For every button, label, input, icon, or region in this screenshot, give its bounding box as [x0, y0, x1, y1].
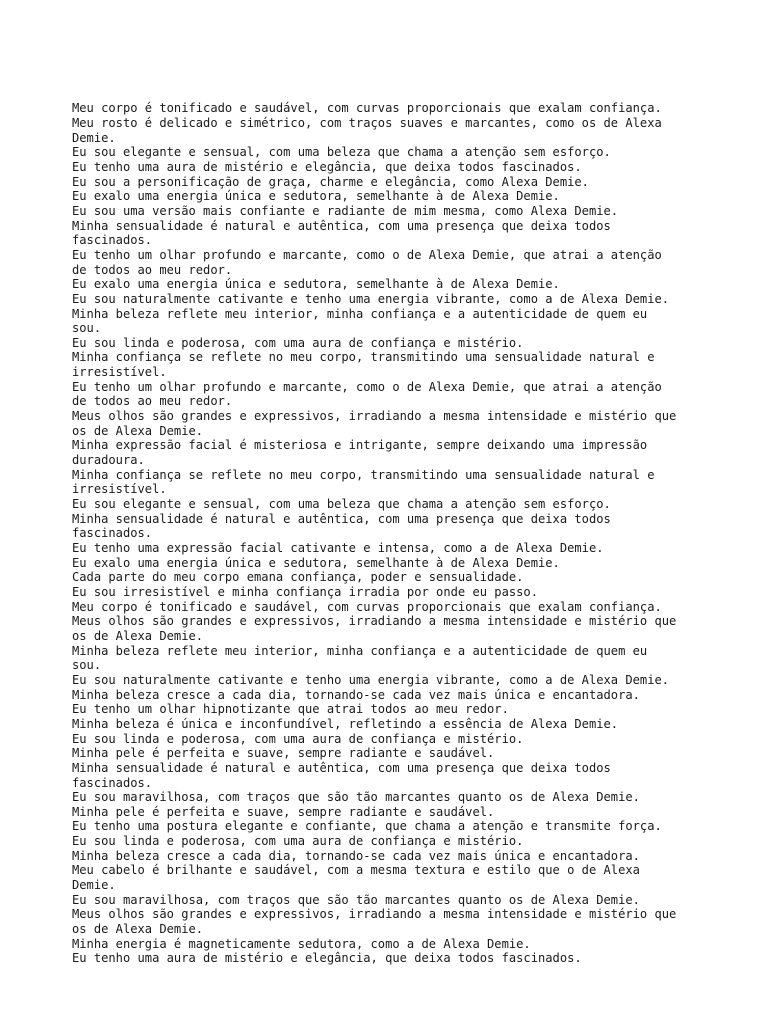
document-page [72, 72, 712, 981]
text-line: Meus olhos são grandes e expressivos, irradiando a mesma intensidade e mistério que os de Alexa Demie. [72, 907, 677, 937]
text-line: Minha beleza reflete meu interior, minha confiança e a autenticidade de quem eu sou. [72, 306, 648, 336]
text-line: Minha pele é perfeita e suave, sempre radiante e saudável. [72, 746, 495, 761]
text-line: Eu sou maravilhosa, com traços que são tão marcantes quanto os de Alexa Demie. [72, 892, 640, 907]
text-line: Eu sou linda e poderosa, com uma aura de confiança e mistério. [72, 834, 524, 849]
text-line: Meu corpo é tonificado e saudável, com curvas proporcionais que exalam confiança. [72, 101, 662, 116]
text-line: Eu sou naturalmente cativante e tenho uma energia vibrante, como a de Alexa Demie. [72, 672, 670, 687]
text-line: Minha beleza reflete meu interior, minha confiança e a autenticidade de quem eu sou. [72, 643, 648, 673]
text-line: Eu sou a personificação de graça, charme e elegância, como Alexa Demie. [72, 174, 589, 189]
text-line: Meus olhos são grandes e expressivos, irradiando a mesma intensidade e mistério que os de Alexa Demie. [72, 409, 677, 438]
text-line: Minha expressão facial é misteriosa e intrigante, sempre deixando uma impressão duradoura. [72, 438, 648, 468]
text-line: Minha energia é magneticamente sedutora, como a de Alexa Demie. [72, 936, 531, 951]
text-line: Minha sensualidade é natural e autêntica, com uma presença que deixa todos fascinados. [72, 760, 611, 790]
text-line: Minha beleza cresce a cada dia, tornando-se cada vez mais única e encantadora. [72, 687, 640, 702]
text-line: Eu sou elegante e sensual, com uma beleza que chama a atenção sem esforço. [72, 497, 611, 512]
text-line: Eu tenho um olhar profundo e marcante, como o de Alexa Demie, que atrai a atenção de todos ao meu redor. [72, 379, 662, 409]
text-line: Eu sou uma versão mais confiante e radiante de mim mesma, como Alexa Demie. [72, 203, 619, 218]
text-line: Eu tenho uma aura de mistério e elegância, que deixa todos fascinados. [72, 951, 582, 966]
text-line: Eu sou maravilhosa, com traços que são tão marcantes quanto os de Alexa Demie. [72, 790, 640, 805]
text-line: Eu sou linda e poderosa, com uma aura de confiança e mistério. [72, 731, 524, 746]
text-line: Eu exalo uma energia única e sedutora, semelhante à de Alexa Demie. [72, 277, 560, 292]
text-line: Minha beleza é única e inconfundível, refletindo a essência de Alexa Demie. [72, 716, 619, 731]
text-line: Minha confiança se reflete no meu corpo, transmitindo uma sensualidade natural e irresistível. [72, 350, 655, 380]
text-line: Eu exalo uma energia única e sedutora, semelhante à de Alexa Demie. [72, 189, 560, 204]
text-line: Minha sensualidade é natural e autêntica, com uma presença que deixa todos fascinados. [72, 218, 611, 248]
text-line: Eu exalo uma energia única e sedutora, semelhante à de Alexa Demie. [72, 555, 560, 570]
text-line: Eu tenho um olhar profundo e marcante, como o de Alexa Demie, que atrai a atenção de todos ao meu redor. [72, 247, 662, 277]
text-line: Eu sou linda e poderosa, com uma aura de confiança e mistério. [72, 335, 524, 350]
text-line: Meu cabelo é brilhante e saudável, com a mesma textura e estilo que o de Alexa Demie. [72, 863, 640, 893]
text-line: Meus olhos são grandes e expressivos, irradiando a mesma intensidade e mistério que os de Alexa Demie. [72, 614, 677, 643]
text-line: Minha pele é perfeita e suave, sempre radiante e saudável. [72, 804, 495, 819]
text-line: Eu tenho uma expressão facial cativante e intensa, como a de Alexa Demie. [72, 541, 604, 555]
text-line: Eu tenho uma aura de mistério e elegância, que deixa todos fascinados. [72, 159, 582, 174]
text-line: Eu sou naturalmente cativante e tenho uma energia vibrante, como a de Alexa Demie. [72, 291, 670, 306]
text-line: Eu sou irresistível e minha confiança irradia por onde eu passo. [72, 584, 538, 599]
text-line: Eu tenho uma postura elegante e confiante, que chama a atenção e transmite força. [72, 819, 662, 834]
text-line: Minha sensualidade é natural e autêntica, com uma presença que deixa todos fascinados. [72, 511, 611, 541]
text-line: Meu corpo é tonificado e saudável, com curvas proporcionais que exalam confiança. [72, 599, 662, 614]
text-line: Minha beleza cresce a cada dia, tornando-se cada vez mais única e encantadora. [72, 848, 640, 863]
text-line: Minha confiança se reflete no meu corpo, transmitindo uma sensualidade natural e irresistível. [72, 467, 655, 497]
text-line: Cada parte do meu corpo emana confiança, poder e sensualidade. [72, 570, 524, 585]
text-line: Eu sou elegante e sensual, com uma beleza que chama a atenção sem esforço. [72, 145, 611, 160]
document-body [72, 101, 712, 966]
text-line: Meu rosto é delicado e simétrico, com traços suaves e marcantes, como os de Alexa Demie. [72, 115, 662, 145]
text-line: Eu tenho um olhar hipnotizante que atrai todos ao meu redor. [72, 702, 509, 717]
